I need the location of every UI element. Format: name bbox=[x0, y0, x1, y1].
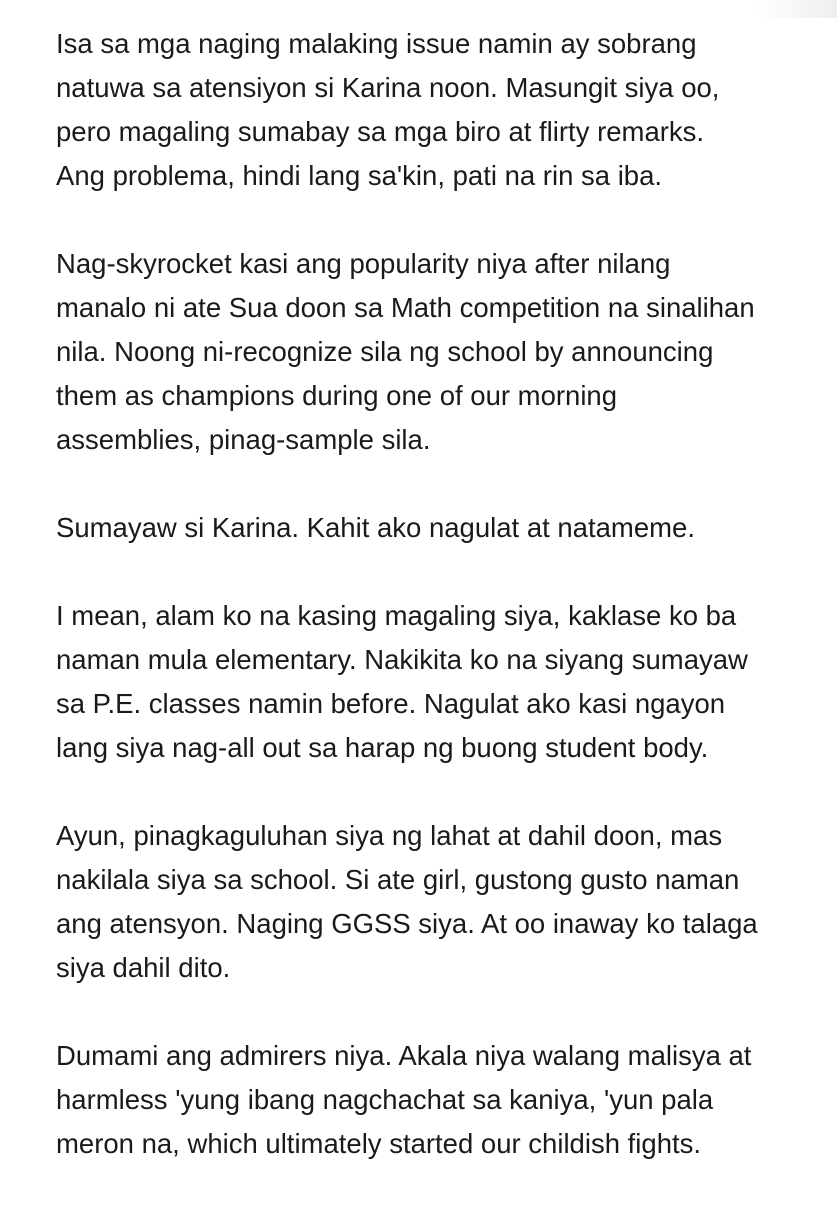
text-line: Sumayaw si Karina. Kahit ako nagulat at natameme. bbox=[56, 512, 695, 543]
text-line: Isa sa mga naging malaking issue namin ay sobrang bbox=[56, 28, 697, 59]
text-line: lang siya nag-all out sa harap ng buong student body. bbox=[56, 732, 709, 763]
story-text bbox=[56, 22, 826, 1210]
text-line: assemblies, pinag-sample sila. bbox=[56, 424, 431, 455]
text-line: Nag-skyrocket kasi ang popularity niya after nilang bbox=[56, 248, 671, 279]
text-line: siya dahil dito. bbox=[56, 952, 231, 983]
text-line: them as champions during one of our morning bbox=[56, 380, 618, 411]
text-line: natuwa sa atensiyon si Karina noon. Masungit siya oo, bbox=[56, 72, 720, 103]
text-line: sa P.E. classes namin before. Nagulat ako kasi ngayon bbox=[56, 688, 726, 719]
paragraph-5 bbox=[56, 814, 826, 990]
text-line: naman mula elementary. Nakikita ko na siyang sumayaw bbox=[56, 644, 748, 675]
text-line: harmless 'yung ibang nagchachat sa kaniya, 'yun pala bbox=[56, 1084, 714, 1115]
text-line: meron na, which ultimately started our childish fights. bbox=[56, 1128, 702, 1159]
text-line: pero magaling sumabay sa mga biro at flirty remarks. bbox=[56, 116, 705, 147]
paragraph-2 bbox=[56, 242, 826, 462]
paragraph-1 bbox=[56, 22, 826, 198]
text-line: nila. Noong ni-recognize sila ng school by announcing bbox=[56, 336, 714, 367]
text-line: Dumami ang admirers niya. Akala niya walang malisya at bbox=[56, 1040, 752, 1071]
top-edge-shade bbox=[757, 0, 837, 18]
text-line: manalo ni ate Sua doon sa Math competition na sinalihan bbox=[56, 292, 755, 323]
text-line: Ang problema, hindi lang sa'kin, pati na rin sa iba. bbox=[56, 160, 663, 191]
text-line: Ayun, pinagkaguluhan siya ng lahat at dahil doon, mas bbox=[56, 820, 723, 851]
paragraph-4 bbox=[56, 594, 826, 770]
text-line: ang atensyon. Naging GGSS siya. At oo inaway ko talaga bbox=[56, 908, 758, 939]
text-line: I mean, alam ko na kasing magaling siya, kaklase ko ba bbox=[56, 600, 737, 631]
text-line: nakilala siya sa school. Si ate girl, gustong gusto naman bbox=[56, 864, 740, 895]
paragraph-6 bbox=[56, 1034, 826, 1166]
paragraph-3 bbox=[56, 506, 826, 550]
